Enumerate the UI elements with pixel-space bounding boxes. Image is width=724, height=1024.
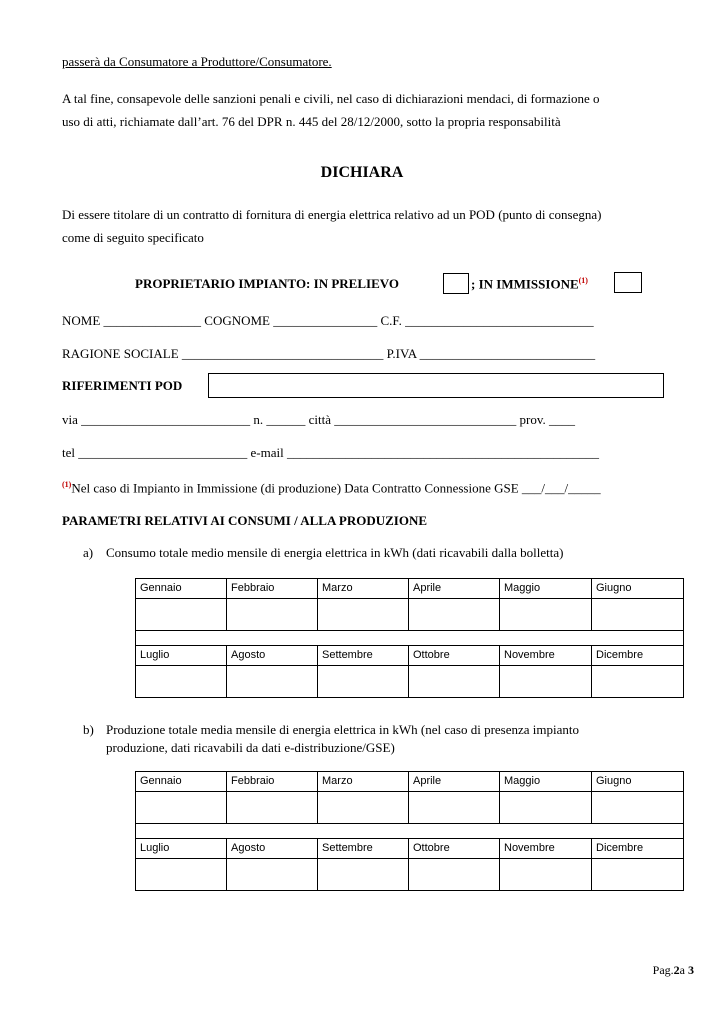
month-header: Settembre: [318, 646, 409, 666]
table-header-row: [136, 772, 684, 792]
table-spacer-row: [136, 631, 684, 646]
value-cell[interactable]: [409, 859, 500, 891]
value-cell[interactable]: [227, 859, 318, 891]
owner-immissione-label: [471, 276, 588, 292]
value-cell[interactable]: [318, 599, 409, 631]
item-a-letter: a): [83, 545, 94, 560]
month-header: Settembre: [318, 839, 409, 859]
pod-input-box[interactable]: [208, 373, 664, 398]
month-header: Gennaio: [136, 579, 227, 599]
month-header: Marzo: [318, 772, 409, 792]
month-header: Aprile: [409, 579, 500, 599]
item-b-letter: b): [83, 722, 94, 737]
production-table: [135, 771, 684, 891]
value-cell[interactable]: [409, 666, 500, 698]
value-cell[interactable]: [227, 792, 318, 824]
table-value-row: [136, 859, 684, 891]
table-header-row: [136, 579, 684, 599]
value-cell[interactable]: [136, 666, 227, 698]
value-cell[interactable]: [592, 599, 684, 631]
item-a-text: Consumo totale medio mensile di energia elettrica in kWh (dati ricavabili dalla bolletta): [106, 545, 564, 560]
immissione-checkbox[interactable]: [614, 272, 642, 293]
intro-continuation-line: passerà da Consumatore a Produttore/Consumatore.: [62, 54, 332, 69]
month-header: Marzo: [318, 579, 409, 599]
address-row[interactable]: via __________________________ n. ______ città ____________________________ prov. ____: [62, 412, 575, 427]
page-current: 2: [673, 963, 680, 977]
value-cell[interactable]: [500, 859, 592, 891]
value-cell[interactable]: [409, 792, 500, 824]
value-cell[interactable]: [500, 792, 592, 824]
prelievo-checkbox[interactable]: [443, 273, 469, 294]
value-cell[interactable]: [592, 792, 684, 824]
month-header: Maggio: [500, 579, 592, 599]
month-header: Ottobre: [409, 839, 500, 859]
table-header-row: [136, 646, 684, 666]
declaration-line-2: come di seguito specificato: [62, 230, 204, 245]
month-header: Agosto: [227, 839, 318, 859]
nome-cognome-cf-row[interactable]: NOME _______________ COGNOME ________________ C.F. _____________________________: [62, 313, 594, 328]
value-cell[interactable]: [318, 792, 409, 824]
month-header: Febbraio: [227, 772, 318, 792]
immissione-note-mark: (1): [578, 276, 588, 285]
footnote-text: Nel caso di Impianto in Immissione (di produzione) Data Contratto Connessione GSE ___/___/_____: [71, 480, 601, 496]
month-header: Novembre: [500, 839, 592, 859]
value-cell[interactable]: [136, 859, 227, 891]
page-prefix: Pag.: [652, 963, 674, 977]
consumption-table: [135, 578, 684, 698]
value-cell[interactable]: [136, 599, 227, 631]
month-header: Giugno: [592, 772, 684, 792]
intro-paragraph-line-2: uso di atti, richiamate dall’art. 76 del DPR n. 445 del 28/12/2000, sotto la propria responsabilità: [62, 114, 561, 129]
month-header: Maggio: [500, 772, 592, 792]
table-header-row: [136, 839, 684, 859]
page-title: DICHIARA: [320, 164, 404, 181]
value-cell[interactable]: [592, 666, 684, 698]
item-b-line-2: produzione, dati ricavabili da dati e-distribuzione/GSE): [106, 740, 395, 755]
month-header: Novembre: [500, 646, 592, 666]
page-number: [653, 963, 694, 978]
footnote: [62, 480, 601, 496]
immissione-label-text: ; IN IMMISSIONE: [471, 276, 579, 292]
spacer-cell: [136, 631, 684, 646]
declaration-line-1: Di essere titolare di un contratto di fornitura di energia elettrica relativo ad un POD (punto di consegna): [62, 207, 602, 222]
table-value-row: [136, 792, 684, 824]
value-cell[interactable]: [500, 666, 592, 698]
month-header: Dicembre: [592, 646, 684, 666]
value-cell[interactable]: [136, 792, 227, 824]
month-header: Ottobre: [409, 646, 500, 666]
month-header: Luglio: [136, 839, 227, 859]
month-header: Febbraio: [227, 579, 318, 599]
page-separator: a: [679, 963, 685, 977]
month-header: Agosto: [227, 646, 318, 666]
pod-label: RIFERIMENTI POD: [62, 378, 183, 393]
value-cell[interactable]: [227, 599, 318, 631]
month-header: Aprile: [409, 772, 500, 792]
spacer-cell: [136, 824, 684, 839]
owner-prelievo-label: PROPRIETARIO IMPIANTO: IN PRELIEVO: [135, 276, 399, 291]
month-header: Luglio: [136, 646, 227, 666]
value-cell[interactable]: [592, 859, 684, 891]
section-title: PARAMETRI RELATIVI AI CONSUMI / ALLA PRODUZIONE: [62, 513, 428, 528]
month-header: Gennaio: [136, 772, 227, 792]
page-total: 3: [688, 963, 694, 977]
value-cell[interactable]: [227, 666, 318, 698]
table-spacer-row: [136, 824, 684, 839]
value-cell[interactable]: [318, 666, 409, 698]
value-cell[interactable]: [318, 859, 409, 891]
value-cell[interactable]: [500, 599, 592, 631]
table-value-row: [136, 599, 684, 631]
value-cell[interactable]: [409, 599, 500, 631]
contacts-row[interactable]: tel __________________________ e-mail ________________________________________________: [62, 445, 599, 460]
month-header: Dicembre: [592, 839, 684, 859]
month-header: Giugno: [592, 579, 684, 599]
item-b-line-1: Produzione totale media mensile di energia elettrica in kWh (nel caso di presenza impianto: [106, 722, 580, 737]
intro-paragraph-line-1: A tal fine, consapevole delle sanzioni penali e civili, nel caso di dichiarazioni mendaci, di formazione o: [62, 91, 600, 106]
table-value-row: [136, 666, 684, 698]
ragione-sociale-piva-row[interactable]: RAGIONE SOCIALE _______________________________ P.IVA ___________________________: [62, 346, 596, 361]
footnote-mark: (1): [62, 480, 72, 489]
